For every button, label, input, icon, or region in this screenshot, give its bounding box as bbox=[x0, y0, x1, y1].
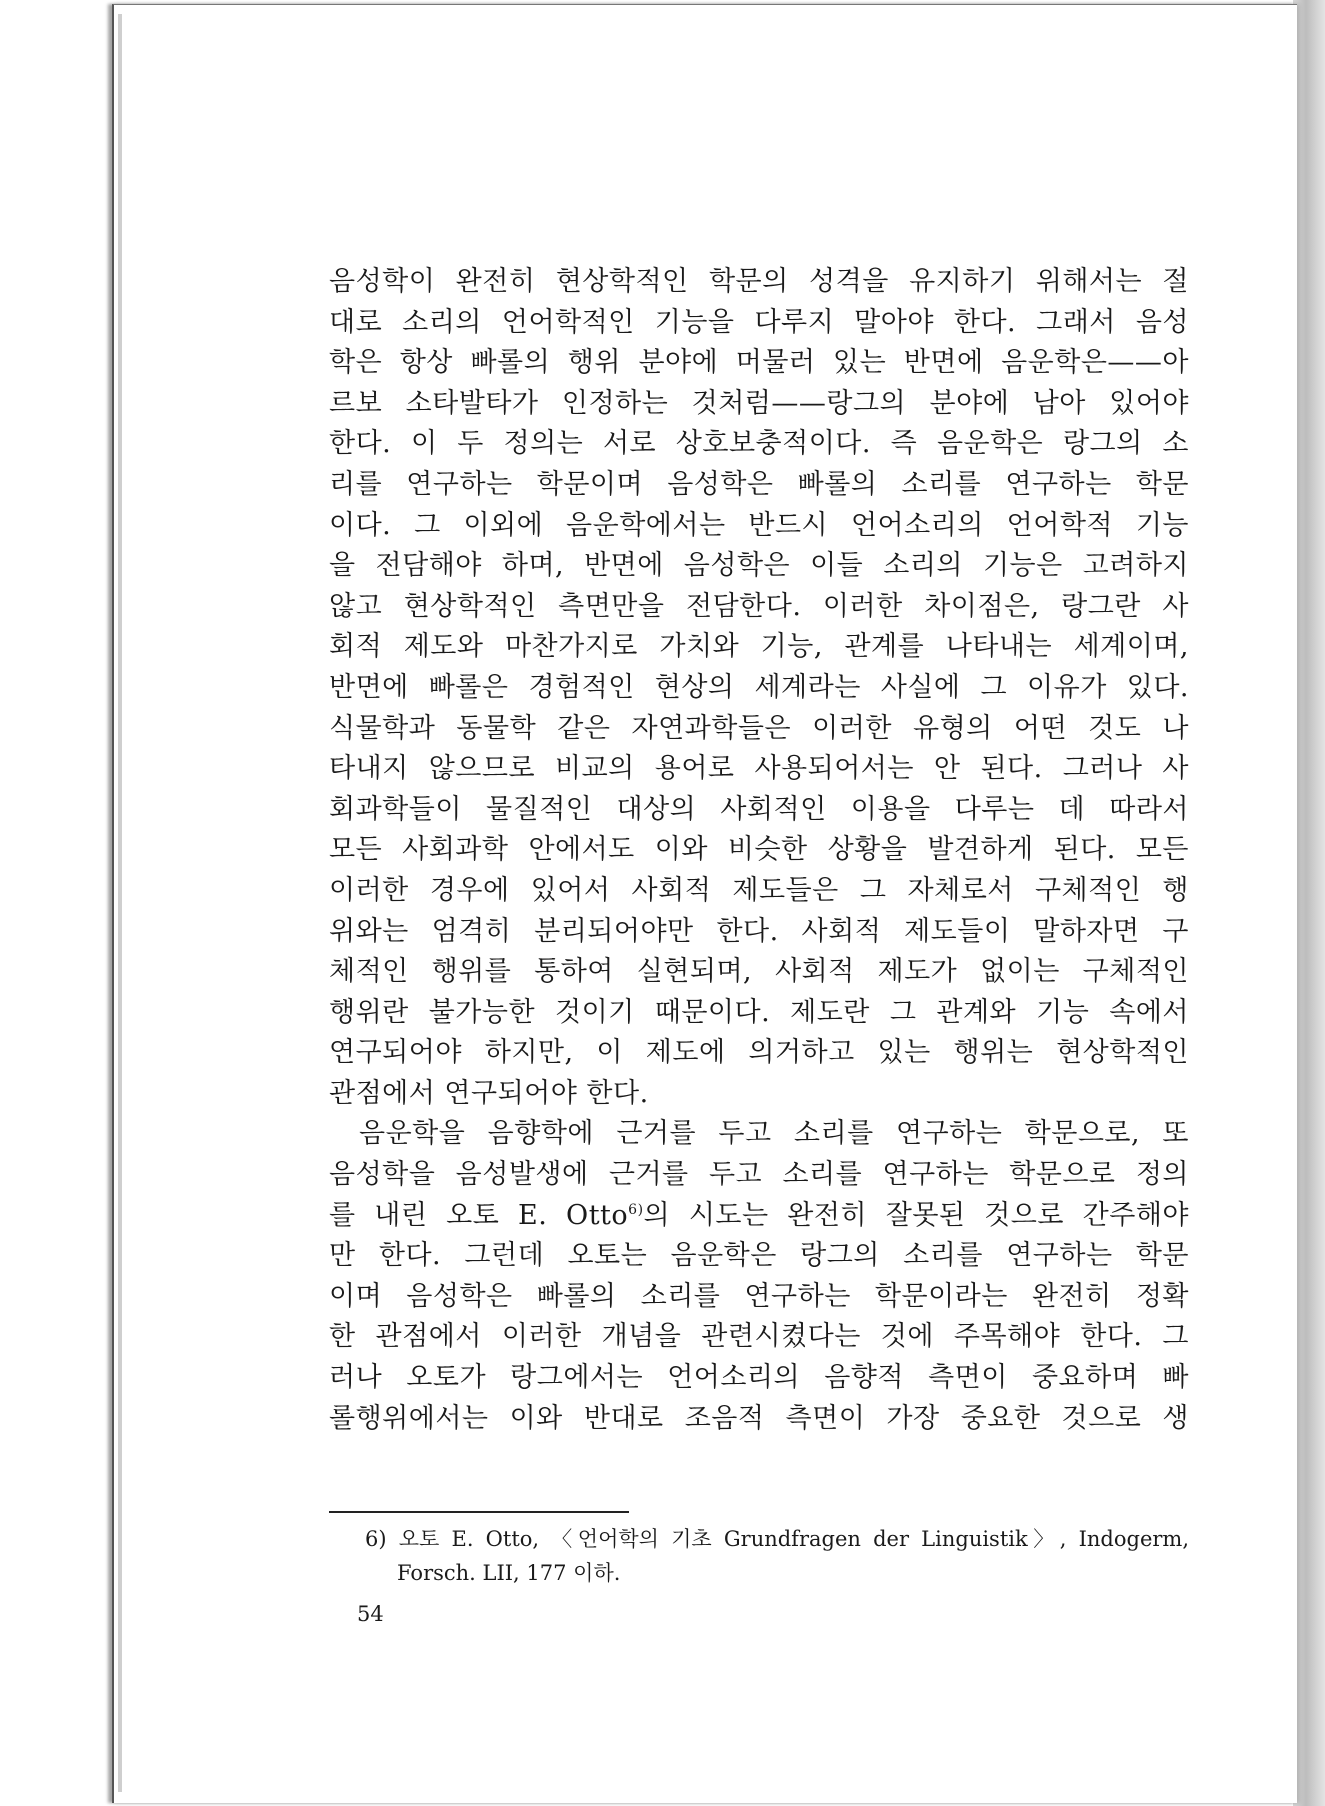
text-segment: 의 시도는 완전히 잘못된 것으로 간주해야 bbox=[643, 1199, 1189, 1231]
text-line: 이다. 그 이외에 음운학에서는 반드시 언어소리의 언어학적 기능 bbox=[329, 509, 1189, 541]
text-line: 모든 사회과학 안에서도 이와 비슷한 상황을 발견하게 된다. 모든 bbox=[329, 834, 1189, 866]
text-line: 연구되어야 하지만, 이 제도에 의거하고 있는 행위는 현상학적인 bbox=[329, 1037, 1189, 1069]
text-line: 만 한다. 그런데 오토는 음운학은 랑그의 소리를 연구하는 학문 bbox=[329, 1240, 1189, 1272]
text-line: 한다. 이 두 정의는 서로 상호보충적이다. 즉 음운학은 랑그의 소 bbox=[329, 428, 1189, 460]
text-line: 롤행위에서는 이와 반대로 조음적 측면이 가장 중요한 것으로 생 bbox=[329, 1402, 1189, 1434]
text-line: 음운학을 음향학에 근거를 두고 소리를 연구하는 학문으로, 또 bbox=[359, 1118, 1189, 1150]
text-segment: 를 내린 오토 E. Otto bbox=[329, 1199, 629, 1231]
footnote bbox=[365, 1522, 1189, 1590]
text-line: 을 전담해야 하며, 반면에 음성학은 이들 소리의 기능은 고려하지 bbox=[329, 550, 1189, 582]
text-line: 체적인 행위를 통하여 실현되며, 사회적 제도가 없이는 구체적인 bbox=[329, 956, 1189, 988]
text-line: 행위란 불가능한 것이기 때문이다. 제도란 그 관계와 기능 속에서 bbox=[329, 996, 1189, 1028]
text-line: 러나 오토가 랑그에서는 언어소리의 음향적 측면이 중요하며 빠 bbox=[329, 1362, 1189, 1394]
text-line: 반면에 빠롤은 경험적인 현상의 세계라는 사실에 그 이유가 있다. bbox=[329, 671, 1189, 703]
page-shadow bbox=[1293, 0, 1325, 1806]
text-line: 이며 음성학은 빠롤의 소리를 연구하는 학문이라는 완전히 정확 bbox=[329, 1280, 1189, 1312]
page-number: 54 bbox=[357, 1602, 384, 1626]
footnote-line: Forsch. LII, 177 이하. bbox=[397, 1561, 621, 1585]
text-line: 회적 제도와 마찬가지로 가치와 기능, 관계를 나타내는 세계이며, bbox=[329, 631, 1189, 663]
body-text bbox=[329, 262, 1189, 1439]
text-line: 식물학과 동물학 같은 자연과학들은 이러한 유형의 어떤 것도 나 bbox=[329, 712, 1189, 744]
text-line: 리를 연구하는 학문이며 음성학은 빠롤의 소리를 연구하는 학문 bbox=[329, 468, 1189, 500]
text-line: 대로 소리의 언어학적인 기능을 다루지 말아야 한다. 그래서 음성 bbox=[329, 306, 1189, 338]
footnote-rule bbox=[329, 1511, 629, 1513]
footnote-reference: 6) bbox=[628, 1201, 644, 1218]
text-line: 한 관점에서 이러한 개념을 관련시켰다는 것에 주목해야 한다. 그 bbox=[329, 1321, 1189, 1353]
footnote-line: 6) 오토 E. Otto, 〈언어학의 기초 Grundfragen der Linguistik〉, Indogerm, bbox=[365, 1527, 1189, 1551]
text-line: 타내지 않으므로 비교의 용어로 사용되어서는 안 된다. 그러나 사 bbox=[329, 753, 1189, 785]
text-line: 회과학들이 물질적인 대상의 사회적인 이용을 다루는 데 따라서 bbox=[329, 793, 1189, 825]
text-line: 위와는 엄격히 분리되어야만 한다. 사회적 제도들이 말하자면 구 bbox=[329, 915, 1189, 947]
text-line: 음성학이 완전히 현상학적인 학문의 성격을 유지하기 위해서는 절 bbox=[329, 266, 1189, 297]
text-line: 학은 항상 빠롤의 행위 분야에 머물러 있는 반면에 음운학은——아 bbox=[329, 347, 1189, 379]
text-line: 이러한 경우에 있어서 사회적 제도들은 그 자체로서 구체적인 행 bbox=[329, 874, 1189, 906]
text-line: 르보 소타발타가 인정하는 것처럼——랑그의 분야에 남아 있어야 bbox=[329, 387, 1189, 419]
text-line: 관점에서 연구되어야 한다. bbox=[329, 1077, 649, 1109]
text-line: 않고 현상학적인 측면만을 전담한다. 이러한 차이점은, 랑그란 사 bbox=[329, 590, 1189, 622]
text-line-with-footnote-ref bbox=[329, 1196, 1189, 1237]
text-line: 음성학을 음성발생에 근거를 두고 소리를 연구하는 학문으로 정의 bbox=[329, 1159, 1189, 1191]
page-edge bbox=[118, 14, 122, 1792]
